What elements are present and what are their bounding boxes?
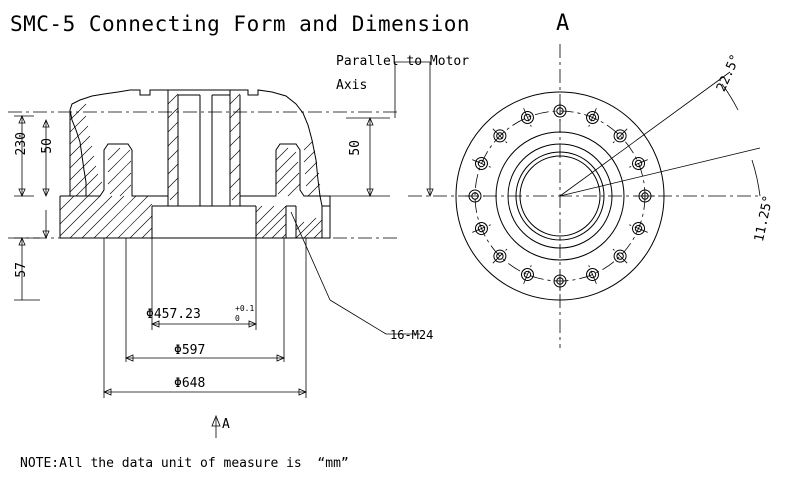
dimension-dia-457-tol-upper: +0.1 xyxy=(235,304,255,313)
dimension-dia-597: Φ597 xyxy=(174,343,206,358)
dimension-50-left: 50 xyxy=(40,138,55,154)
page-title: SMC-5 Connecting Form and Dimension xyxy=(10,12,471,36)
dimension-dia-457: Φ457.23 xyxy=(146,307,201,322)
label-parallel-to-motor: Parallel to Motor xyxy=(336,54,470,69)
angle-11-25: 11.25° xyxy=(752,194,777,244)
angle-22-5: 22.5° xyxy=(714,52,744,95)
view-letter-a: A xyxy=(556,11,570,36)
dimension-dia-648: Φ648 xyxy=(174,376,206,391)
section-arrow-label-a: A xyxy=(222,417,230,432)
dimension-57: 57 xyxy=(14,262,29,278)
dimension-50-right: 50 xyxy=(348,140,363,156)
dimension-dia-457-tol-lower: 0 xyxy=(235,314,240,323)
label-16-m24: 16-M24 xyxy=(390,328,434,342)
dimension-230: 230 xyxy=(14,132,29,156)
front-view-group xyxy=(408,44,760,348)
note-text: NOTE:All the data unit of measure is “mm” xyxy=(20,456,349,471)
label-axis: Axis xyxy=(336,78,368,93)
section-view-group xyxy=(8,62,433,438)
